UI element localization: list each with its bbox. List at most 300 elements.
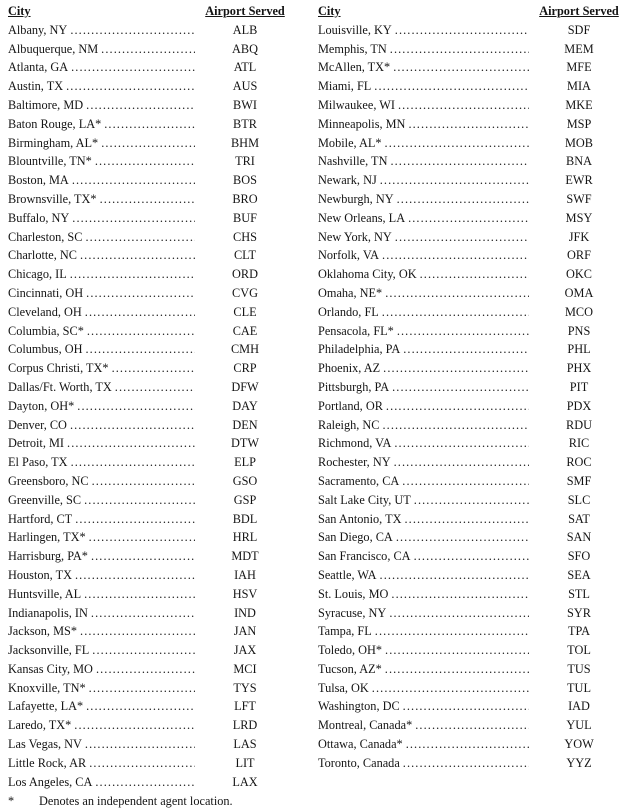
- city-label: Greensboro, NC: [8, 473, 89, 488]
- airport-code-label: IND: [234, 605, 256, 620]
- city-label: Knoxville, TN*: [8, 680, 86, 695]
- airport-code-label: TOL: [567, 643, 591, 658]
- city-label: Newark, NJ: [318, 173, 377, 188]
- table-rows-left: [8, 21, 293, 792]
- table-row: [8, 773, 293, 792]
- airport-code-label: JAN: [233, 624, 257, 639]
- airport-code-label: OKC: [566, 267, 592, 282]
- city-label: Washington, DC: [318, 699, 400, 714]
- airport-code-label: PNS: [567, 323, 591, 338]
- airport-code-label: YUL: [566, 718, 592, 733]
- table-row: [8, 585, 293, 604]
- airport-code-label: IAD: [568, 699, 590, 714]
- table-row: [8, 716, 293, 735]
- airport-code-label: PHL: [567, 342, 591, 357]
- table-row: [8, 58, 293, 77]
- table-row: [8, 472, 293, 491]
- dot-leader: [115, 378, 195, 397]
- footnote: [0, 792, 627, 811]
- city-label: Detroit, MI: [8, 436, 65, 451]
- table-row: [8, 77, 293, 96]
- dot-leader: [95, 773, 195, 792]
- table-row: [8, 735, 293, 754]
- dot-leader: [71, 58, 195, 77]
- table-row: [318, 547, 627, 566]
- dot-leader: [390, 40, 529, 59]
- table-row: [8, 754, 293, 773]
- dot-leader: [390, 152, 529, 171]
- airport-code-label: CLE: [233, 304, 257, 319]
- table-row: [8, 134, 293, 153]
- dot-leader: [398, 96, 529, 115]
- table-row: [318, 58, 627, 77]
- airport-code-label: CVG: [232, 285, 258, 300]
- airport-code-label: ATL: [233, 60, 257, 75]
- table-row: [318, 246, 627, 265]
- table-column-left: [0, 2, 313, 791]
- city-label: Memphis, TN: [318, 41, 387, 56]
- dot-leader: [91, 547, 195, 566]
- city-label: Dallas/Ft. Worth, TX: [8, 379, 112, 394]
- city-label: Harlingen, TX*: [8, 530, 86, 545]
- airport-code-label: GSO: [232, 473, 258, 488]
- city-label: Omaha, NE*: [318, 285, 383, 300]
- dot-leader: [403, 340, 529, 359]
- table-row: [318, 679, 627, 698]
- table-row: [8, 284, 293, 303]
- table-row: [318, 660, 627, 679]
- airport-code-label: OMA: [564, 285, 594, 300]
- airport-code-label: EWR: [565, 173, 593, 188]
- airport-code-label: BWI: [233, 97, 257, 112]
- city-label: Blountville, TN*: [8, 154, 92, 169]
- table-row: [318, 152, 627, 171]
- airport-code-label: SWF: [566, 191, 592, 206]
- airport-code-label: HRL: [232, 530, 258, 545]
- dot-leader: [408, 209, 529, 228]
- city-label: Corpus Christi, TX*: [8, 361, 109, 376]
- dot-leader: [382, 303, 529, 322]
- city-label: Raleigh, NC: [318, 417, 380, 432]
- dot-leader: [112, 359, 195, 378]
- table-row: [8, 209, 293, 228]
- dot-leader: [87, 322, 195, 341]
- city-label: St. Louis, MO: [318, 586, 389, 601]
- table-row: [8, 115, 293, 134]
- table-row: [8, 171, 293, 190]
- airport-code-label: YOW: [564, 737, 594, 752]
- city-label: Jackson, MS*: [8, 624, 78, 639]
- airport-code-label: IAH: [234, 567, 256, 582]
- city-label: New York, NY: [318, 229, 392, 244]
- city-label: Rochester, NY: [318, 455, 391, 470]
- city-label: Birmingham, AL*: [8, 135, 99, 150]
- airport-code-label: MDT: [231, 549, 259, 564]
- table-row: [318, 735, 627, 754]
- city-label: Little Rock, AR: [8, 755, 87, 770]
- table-row: [318, 585, 627, 604]
- dot-leader: [374, 77, 529, 96]
- dot-leader: [394, 434, 529, 453]
- airport-code-label: DAY: [232, 398, 258, 413]
- city-label: Nashville, TN: [318, 154, 388, 169]
- table-row: [8, 510, 293, 529]
- dot-leader: [406, 735, 529, 754]
- city-label: Las Vegas, NV: [8, 737, 82, 752]
- city-label: Tucson, AZ*: [318, 661, 382, 676]
- dot-leader: [89, 528, 195, 547]
- dot-leader: [101, 40, 195, 59]
- dot-leader: [66, 77, 195, 96]
- city-label: Hartford, CT: [8, 511, 73, 526]
- city-label: Oklahoma City, OK: [318, 267, 417, 282]
- table-row: [318, 716, 627, 735]
- table-row: [8, 453, 293, 472]
- city-label: Cleveland, OH: [8, 304, 82, 319]
- airport-code-label: CMH: [230, 342, 260, 357]
- dot-leader: [386, 397, 529, 416]
- dot-leader: [80, 246, 195, 265]
- airport-code-label: BRO: [232, 191, 258, 206]
- city-column-header: City: [8, 4, 31, 18]
- dot-leader: [95, 152, 195, 171]
- city-label: Baton Rouge, LA*: [8, 116, 102, 131]
- city-label: Charlotte, NC: [8, 248, 77, 263]
- table-row: [8, 641, 293, 660]
- city-label: Orlando, FL: [318, 304, 379, 319]
- airport-code-label: DFW: [231, 379, 259, 394]
- city-label: Atlanta, GA: [8, 60, 69, 75]
- city-label: Louisville, KY: [318, 22, 392, 37]
- dot-leader: [75, 510, 195, 529]
- table-row: [8, 228, 293, 247]
- dot-leader: [80, 622, 195, 641]
- table-row: [8, 416, 293, 435]
- city-label: Seattle, WA: [318, 567, 377, 582]
- dot-leader: [394, 453, 529, 472]
- dot-leader: [415, 716, 529, 735]
- table-header-row: [8, 2, 293, 21]
- table-row: [8, 697, 293, 716]
- airport-code-label: SYR: [567, 605, 591, 620]
- table-row: [318, 265, 627, 284]
- dot-leader: [72, 209, 195, 228]
- airport-code-label: PIT: [569, 379, 589, 394]
- airport-code-label: JFK: [568, 229, 590, 244]
- dot-leader: [380, 566, 529, 585]
- city-label: Greenville, SC: [8, 492, 82, 507]
- dot-leader: [385, 660, 529, 679]
- city-label: Syracuse, NY: [318, 605, 387, 620]
- table-row: [318, 284, 627, 303]
- city-column-header: City: [318, 4, 341, 18]
- airport-code-label: BHM: [230, 135, 260, 150]
- airport-code-label: SDF: [567, 22, 591, 37]
- dot-leader: [92, 641, 195, 660]
- city-label: Baltimore, MD: [8, 97, 84, 112]
- table-column-right: [313, 2, 627, 791]
- table-row: [8, 378, 293, 397]
- table-row: [318, 472, 627, 491]
- airport-code-label: RDU: [566, 417, 592, 432]
- airport-code-label: CLT: [233, 248, 257, 263]
- city-label: Lafayette, LA*: [8, 699, 84, 714]
- table-row: [318, 453, 627, 472]
- dot-leader: [84, 491, 195, 510]
- airport-code-label: DEN: [232, 417, 258, 432]
- airport-code-label: STL: [568, 586, 590, 601]
- airport-code-label: MEM: [564, 41, 594, 56]
- table-row: [8, 397, 293, 416]
- city-label: El Paso, TX: [8, 455, 68, 470]
- dot-leader: [414, 547, 529, 566]
- dot-leader: [85, 735, 195, 754]
- airport-code-label: SFO: [567, 549, 591, 564]
- dot-leader: [408, 115, 529, 134]
- city-label: Columbus, OH: [8, 342, 83, 357]
- table-row: [318, 510, 627, 529]
- table-row: [8, 660, 293, 679]
- airport-code-label: PDX: [566, 398, 592, 413]
- dot-leader: [104, 115, 195, 134]
- city-label: Jacksonville, FL: [8, 643, 90, 658]
- airport-code-label: BDL: [232, 511, 258, 526]
- dot-leader: [403, 697, 529, 716]
- city-label: New Orleans, LA: [318, 210, 406, 225]
- dot-leader: [393, 58, 529, 77]
- city-label: Austin, TX: [8, 79, 64, 94]
- dot-leader: [72, 171, 195, 190]
- dot-leader: [395, 21, 529, 40]
- city-label: Pittsburgh, PA: [318, 379, 390, 394]
- airport-code-label: GSP: [233, 492, 257, 507]
- airport-code-label: ROC: [566, 455, 592, 470]
- city-label: Columbia, SC*: [8, 323, 84, 338]
- dot-leader: [74, 716, 195, 735]
- dot-leader: [404, 510, 529, 529]
- city-label: Harrisburg, PA*: [8, 549, 88, 564]
- city-label: Philadelphia, PA: [318, 342, 401, 357]
- airport-code-label: PHX: [566, 361, 592, 376]
- dot-leader: [420, 265, 529, 284]
- dot-leader: [382, 416, 529, 435]
- airport-code-label: CHS: [233, 229, 257, 244]
- table-row: [8, 322, 293, 341]
- city-label: Ottawa, Canada*: [318, 737, 403, 752]
- dot-leader: [389, 604, 529, 623]
- airport-code-label: BUF: [233, 210, 257, 225]
- city-label: Tampa, FL: [318, 624, 372, 639]
- city-label: Laredo, TX*: [8, 718, 72, 733]
- table-row: [318, 77, 627, 96]
- table-row: [8, 40, 293, 59]
- airport-code-label: MOB: [564, 135, 594, 150]
- airport-code-label: SMF: [566, 473, 592, 488]
- city-label: San Diego, CA: [318, 530, 393, 545]
- city-label: Salt Lake City, UT: [318, 492, 411, 507]
- dot-leader: [70, 21, 195, 40]
- airport-code-label: TPA: [567, 624, 591, 639]
- table-row: [318, 134, 627, 153]
- city-label: Houston, TX: [8, 567, 72, 582]
- airport-code-label: TUS: [567, 661, 591, 676]
- city-label: Richmond, VA: [318, 436, 392, 451]
- table-row: [8, 152, 293, 171]
- dot-leader: [383, 359, 529, 378]
- airport-code-label: ABQ: [232, 41, 258, 56]
- city-label: Albany, NY: [8, 22, 68, 37]
- table-row: [8, 190, 293, 209]
- airport-code-label: LRD: [232, 718, 258, 733]
- dot-leader: [75, 566, 195, 585]
- city-label: Sacramento, CA: [318, 473, 400, 488]
- table-row: [8, 434, 293, 453]
- city-label: Montreal, Canada*: [318, 718, 413, 733]
- table-row: [8, 359, 293, 378]
- airport-code-label: TRI: [235, 154, 255, 169]
- table-header-row: [318, 2, 627, 21]
- dot-leader: [392, 378, 529, 397]
- airport-code-label: SAT: [568, 511, 590, 526]
- table-row: [8, 566, 293, 585]
- city-label: Norfolk, VA: [318, 248, 380, 263]
- table-row: [318, 434, 627, 453]
- city-label: Denver, CO: [8, 417, 67, 432]
- dot-leader: [372, 679, 529, 698]
- dot-leader: [391, 585, 529, 604]
- table-row: [318, 491, 627, 510]
- city-label: Mobile, AL*: [318, 135, 382, 150]
- footnote-text: Denotes an independent agent location.: [39, 794, 233, 809]
- table-row: [318, 397, 627, 416]
- table-row: [8, 303, 293, 322]
- city-label: Chicago, IL: [8, 267, 67, 282]
- dot-leader: [86, 697, 195, 716]
- dot-leader: [85, 228, 195, 247]
- airport-code-label: MCO: [564, 304, 594, 319]
- airport-code-label: AUS: [232, 79, 258, 94]
- table-row: [318, 622, 627, 641]
- city-label: Miami, FL: [318, 79, 372, 94]
- airport-code-label: MSY: [565, 210, 593, 225]
- table-row: [318, 40, 627, 59]
- table-row: [318, 21, 627, 40]
- dot-leader: [100, 190, 195, 209]
- airport-code-label: LAS: [233, 737, 257, 752]
- airport-code-label: DTW: [231, 436, 259, 451]
- dot-leader: [92, 472, 195, 491]
- city-label: Buffalo, NY: [8, 210, 70, 225]
- city-label: Charleston, SC: [8, 229, 83, 244]
- dot-leader: [101, 134, 195, 153]
- airport-code-label: SLC: [567, 492, 591, 507]
- airport-code-label: BTR: [233, 116, 257, 131]
- airport-column-header: Airport Served: [539, 4, 619, 18]
- table-row: [318, 697, 627, 716]
- table-row: [318, 303, 627, 322]
- airport-code-label: HSV: [232, 586, 258, 601]
- city-label: Kansas City, MO: [8, 661, 93, 676]
- dot-leader: [71, 453, 195, 472]
- dot-leader: [414, 491, 529, 510]
- footnote-asterisk: *: [8, 794, 15, 809]
- dot-leader: [382, 246, 529, 265]
- dot-leader: [67, 434, 195, 453]
- city-label: Toledo, OH*: [318, 643, 383, 658]
- table-row: [8, 679, 293, 698]
- airport-code-label: JAX: [233, 643, 257, 658]
- city-label: Los Angeles, CA: [8, 774, 93, 789]
- table-row: [318, 641, 627, 660]
- airport-code-label: MSP: [566, 116, 592, 131]
- city-label: Boston, MA: [8, 173, 69, 188]
- city-label: Tulsa, OK: [318, 680, 369, 695]
- dot-leader: [85, 340, 195, 359]
- airport-code-label: MFE: [566, 60, 592, 75]
- dot-leader: [402, 472, 529, 491]
- dot-leader: [89, 679, 195, 698]
- table-row: [8, 265, 293, 284]
- airport-code-label: BNA: [566, 154, 592, 169]
- airport-code-label: BOS: [233, 173, 257, 188]
- dot-leader: [70, 416, 195, 435]
- city-label: Albuquerque, NM: [8, 41, 99, 56]
- dot-leader: [380, 171, 529, 190]
- dot-leader: [397, 322, 529, 341]
- city-label: McAllen, TX*: [318, 60, 391, 75]
- city-label: Newburgh, NY: [318, 191, 394, 206]
- table-row: [318, 416, 627, 435]
- airport-code-label: ALB: [232, 22, 258, 37]
- airport-code-label: MIA: [567, 79, 591, 94]
- airport-code-label: LFT: [234, 699, 256, 714]
- table-row: [8, 622, 293, 641]
- table-row: [318, 566, 627, 585]
- table-row: [8, 246, 293, 265]
- city-label: Minneapolis, MN: [318, 116, 406, 131]
- dot-leader: [89, 754, 195, 773]
- table-row: [8, 604, 293, 623]
- dot-leader: [395, 228, 529, 247]
- table-row: [318, 115, 627, 134]
- table-row: [8, 21, 293, 40]
- dot-leader: [385, 134, 529, 153]
- dot-leader: [85, 303, 195, 322]
- airport-code-label: CAE: [232, 323, 258, 338]
- city-label: Dayton, OH*: [8, 398, 75, 413]
- airport-column-header: Airport Served: [205, 4, 285, 18]
- table-row: [318, 359, 627, 378]
- airport-code-label: LIT: [235, 755, 255, 770]
- airport-code-label: SEA: [567, 567, 591, 582]
- table-row: [318, 378, 627, 397]
- dot-leader: [86, 96, 195, 115]
- dot-leader: [91, 604, 195, 623]
- airport-code-label: ORF: [567, 248, 591, 263]
- table-row: [8, 340, 293, 359]
- table-row: [318, 228, 627, 247]
- airport-code-label: YYZ: [566, 755, 592, 770]
- table-row: [318, 190, 627, 209]
- airport-code-label: TYS: [233, 680, 257, 695]
- table-row: [8, 528, 293, 547]
- dot-leader: [70, 265, 195, 284]
- airport-code-label: ELP: [234, 455, 256, 470]
- table-row: [8, 491, 293, 510]
- dot-leader: [86, 284, 195, 303]
- city-label: San Francisco, CA: [318, 549, 411, 564]
- airport-code-label: LAX: [232, 774, 258, 789]
